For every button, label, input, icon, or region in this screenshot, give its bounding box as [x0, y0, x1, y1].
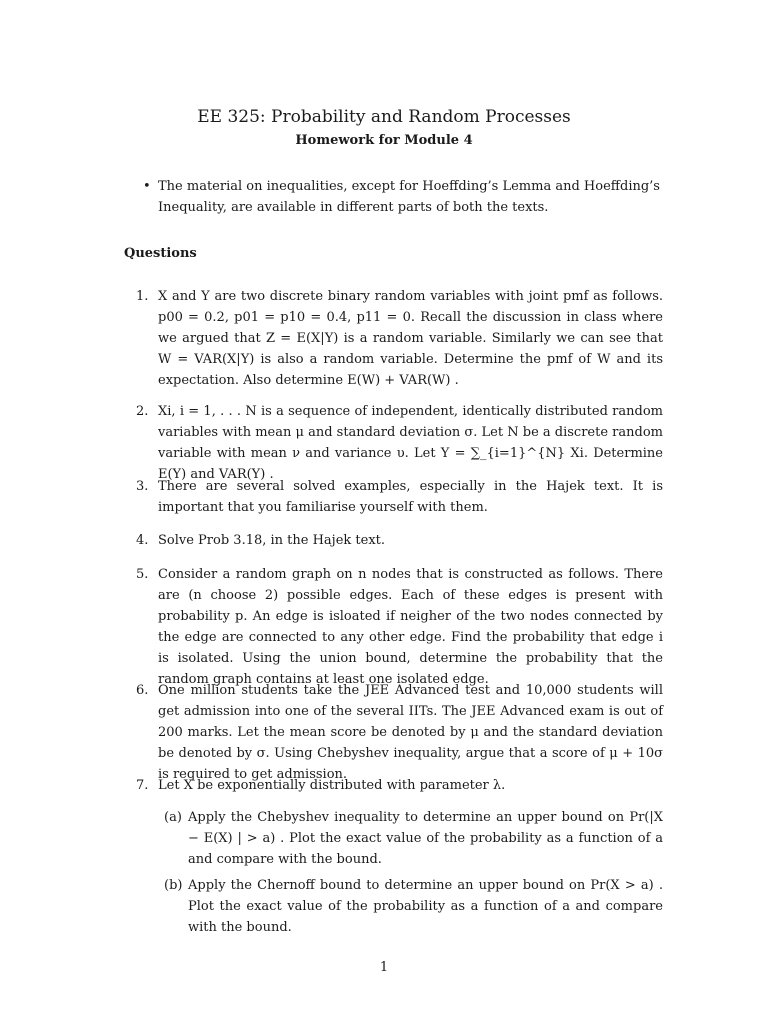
- subquestion-text: Apply the Chernoff bound to determine an upper bound on Pr(X > a) . Plot the exact value of the probability as a function of a and compare with the bound.: [188, 878, 663, 935]
- question-text: Solve Prob 3.18, in the Hajek text.: [158, 533, 386, 548]
- question-number: 6.: [136, 683, 149, 698]
- page-title: EE 325: Probability and Random Processes: [197, 107, 571, 127]
- question-number: 3.: [136, 479, 149, 494]
- section-heading: Questions: [124, 246, 197, 261]
- question-number: 5.: [136, 567, 149, 582]
- question-text: X and Y are two discrete binary random variables with joint pmf as follows. p00 = 0.2, p01 = p10 = 0.4, p11 = 0. Recall the discussion in class where we argued that Z = E(X|Y) is a random variable. Similarly we can see that W = VAR(X|Y) is also a random variable. Determine the pmf of W and its expectation. Also determine E(W) + VAR(W) .: [158, 289, 663, 388]
- question-number: 1.: [136, 289, 149, 304]
- subquestion-text: Apply the Chebyshev inequality to determine an upper bound on Pr(|X − E(X) | > a) . Plot the exact value of the probability as a function of a and compare with the bound.: [188, 810, 663, 867]
- subquestion-label: (a): [164, 810, 182, 825]
- question-text: One million students take the JEE Advanced test and 10,000 students will get admission into one of the several IITs. The JEE Advanced exam is out of 200 marks. Let the mean score be denoted by μ and the standard deviation be denoted by σ. Using Chebyshev inequality, argue that a score of μ + 10σ is required to get admission.: [158, 683, 663, 782]
- question-number: 2.: [136, 404, 149, 419]
- question-number: 4.: [136, 533, 149, 548]
- question-number: 7.: [136, 778, 149, 793]
- question-text: Xi, i = 1, . . . N is a sequence of independent, identically distributed random variables with mean μ and standard deviation σ. Let N be a discrete random variable with mean ν and variance υ. Let Y = ∑_{i=1}^{N} Xi. Determine E(Y) and VAR(Y) .: [158, 404, 663, 482]
- page-number: 1: [379, 960, 389, 975]
- page-subtitle: Homework for Module 4: [295, 133, 473, 148]
- intro-paragraph: The material on inequalities, except for Hoeffding’s Lemma and Hoeffding’s Inequality, are available in different parts of both the texts.: [158, 179, 660, 215]
- question-text: There are several solved examples, especially in the Hajek text. It is important that you familiarise yourself with them.: [158, 479, 663, 515]
- question-text: Let X be exponentially distributed with parameter λ.: [158, 778, 506, 793]
- bullet-marker: •: [143, 179, 151, 194]
- subquestion-label: (b): [164, 878, 183, 893]
- question-text: Consider a random graph on n nodes that is constructed as follows. There are (n choose 2) possible edges. Each of these edges is present with probability p. An edge is isloated if neigher of the two nodes connected by the edge are connected to any other edge. Find the probability that edge i is isolated. Using the union bound, determine the probability that the random graph contains at least one isolated edge.: [158, 567, 663, 687]
